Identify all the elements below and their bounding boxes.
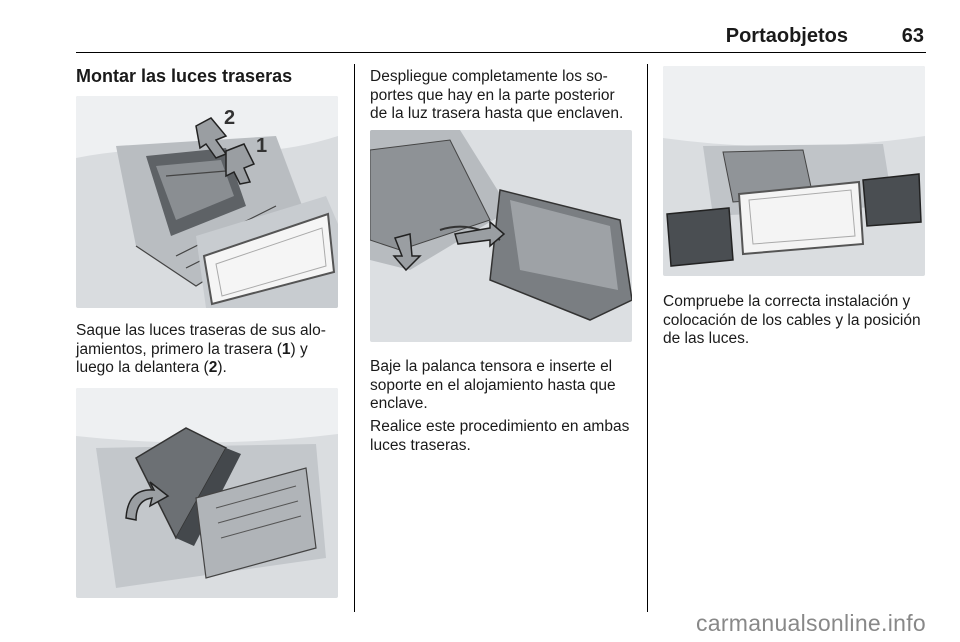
column-divider-2 bbox=[647, 64, 648, 612]
paragraph-unfold-supports: Despliegue completamente los so-portes que hay en la parte posterior de la luz trasera hasta que enclaven. bbox=[370, 68, 624, 122]
page-number: 63 bbox=[901, 25, 924, 47]
paragraph-lower-lever: Baje la palanca tensora e inserte el soporte en el alojamiento hasta que enclave. bbox=[370, 358, 616, 412]
figure-remove-lights bbox=[76, 96, 338, 308]
watermark: carmanualsonline.info bbox=[695, 610, 926, 636]
figure-check-installation bbox=[663, 66, 925, 276]
ref-2: 2 bbox=[208, 359, 218, 376]
section-title: Montar las luces traseras bbox=[76, 66, 293, 86]
paragraph-repeat-both: Realice este procedimiento en ambas luces traseras. bbox=[370, 418, 630, 454]
header-title: Portaobjetos bbox=[725, 25, 848, 47]
callout-1: 1 bbox=[256, 135, 268, 157]
figure-unfold-supports-illustration bbox=[370, 130, 632, 342]
figure-check-installation-illustration bbox=[663, 66, 925, 276]
ref-1: 1 bbox=[281, 340, 291, 358]
column-divider-1 bbox=[354, 64, 355, 612]
figure-insert-lights-illustration bbox=[76, 388, 338, 598]
figure-insert-lights bbox=[76, 388, 338, 598]
callout-2: 2 bbox=[224, 107, 236, 129]
paragraph-remove-lights: Saque las luces traseras de sus alo-jamientos, primero la trasera (1) y luego la delantera (2). bbox=[76, 322, 326, 376]
figure-remove-lights-illustration bbox=[76, 96, 338, 308]
page-header bbox=[76, 24, 926, 53]
figure-unfold-supports bbox=[370, 130, 632, 342]
paragraph-check-installation: Compruebe la correcta instalación y colocación de los cables y la posición de las luces. bbox=[663, 293, 921, 347]
